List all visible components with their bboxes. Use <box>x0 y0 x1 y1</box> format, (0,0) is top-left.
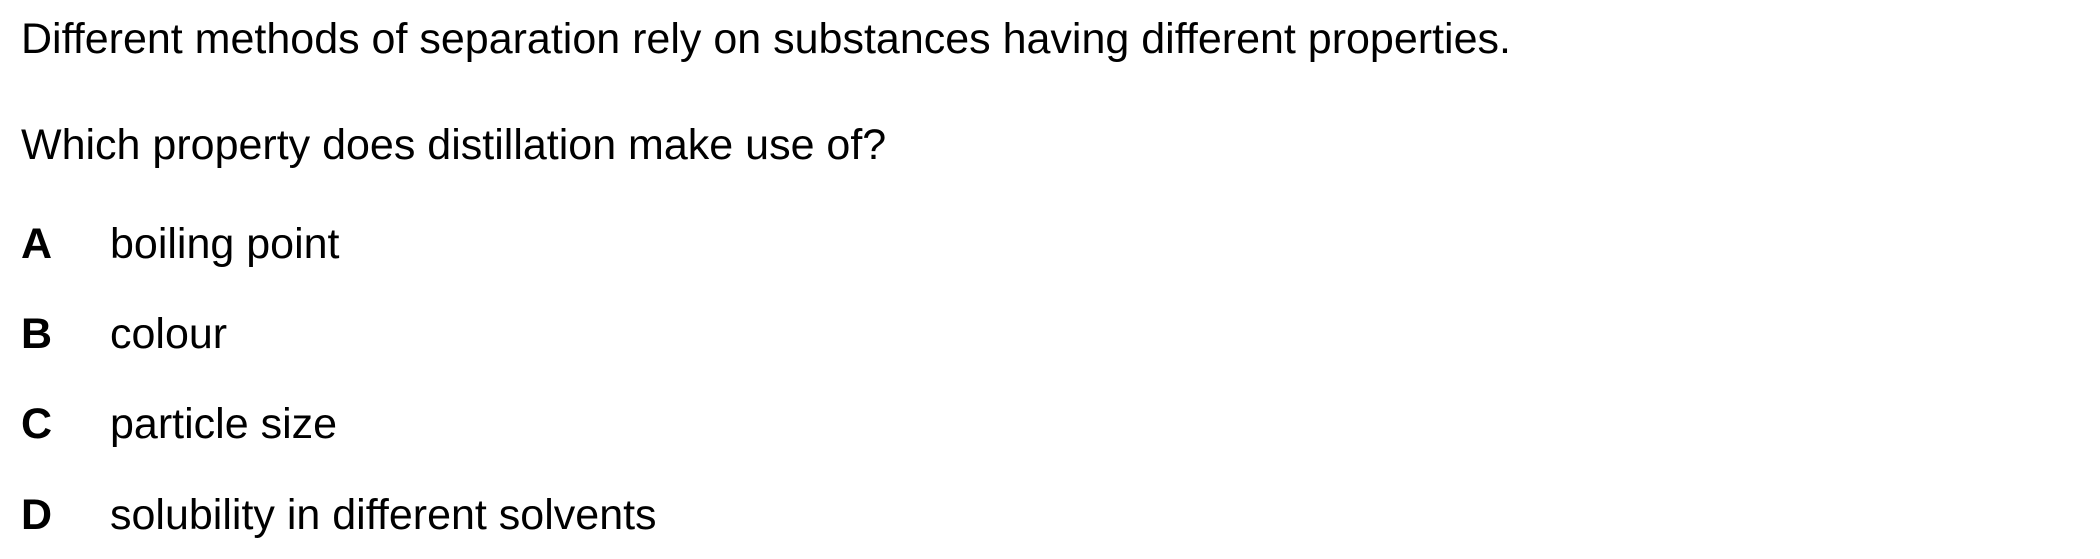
option-text: colour <box>110 310 228 358</box>
option-letter: B <box>21 310 53 358</box>
question-intro: Different methods of separation rely on substances having different properties. <box>21 15 1511 63</box>
option-letter: D <box>21 491 53 539</box>
option-text: solubility in different solvents <box>110 491 657 539</box>
option-text: boiling point <box>110 220 340 268</box>
question-prompt: Which property does distillation make use of? <box>21 121 887 169</box>
option-letter: C <box>21 400 53 448</box>
option-text: particle size <box>110 400 338 448</box>
option-letter: A <box>21 220 53 268</box>
